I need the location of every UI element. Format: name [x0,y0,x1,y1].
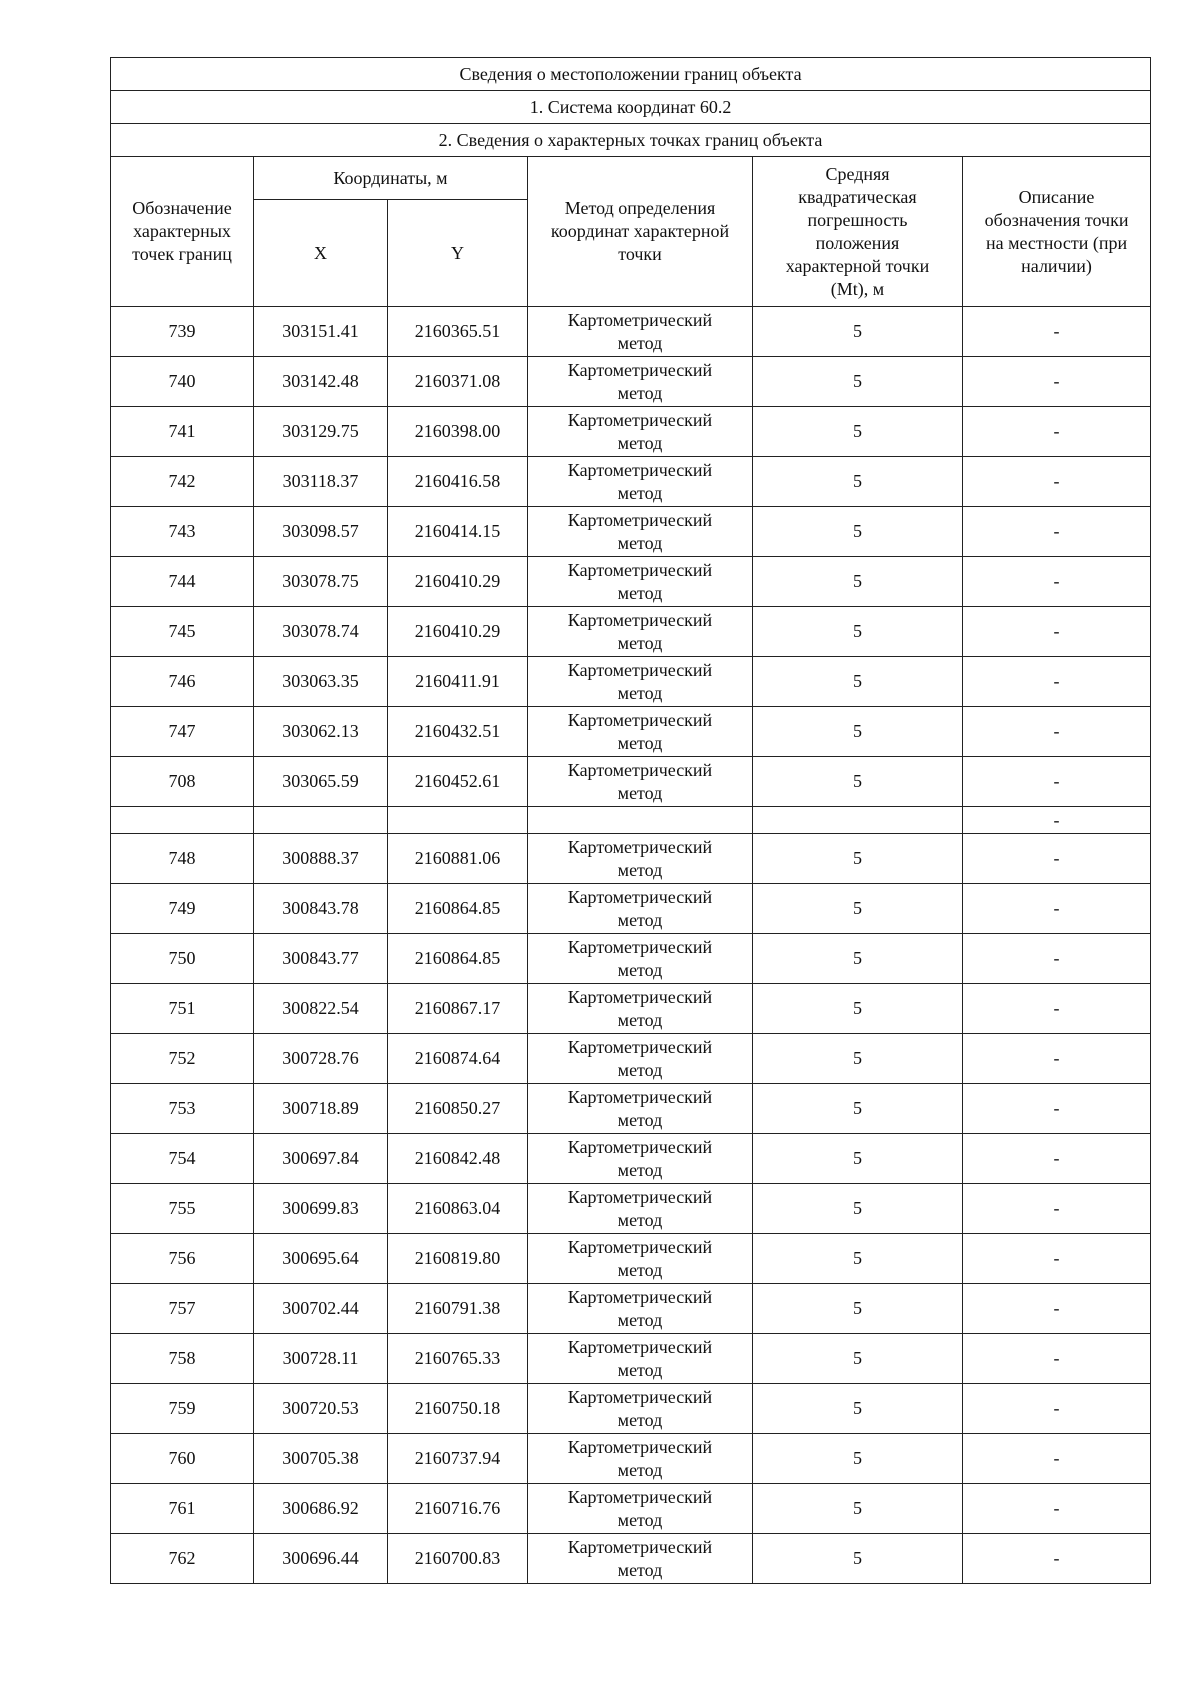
y-cell: 2160410.29 [388,607,528,657]
table-row [111,307,1151,357]
x-cell: 300728.76 [254,1034,388,1084]
coordinate-system-heading: 1. Система координат 60.2 [111,91,1151,124]
error-cell: 5 [753,707,963,757]
y-cell [388,807,528,834]
error-cell: 5 [753,1184,963,1234]
method-cell: Картометрический метод [528,1134,753,1184]
point-cell: 754 [111,1134,254,1184]
table-row [111,1034,1151,1084]
y-cell: 2160432.51 [388,707,528,757]
header-y: Y [388,200,528,307]
method-cell [528,807,753,834]
x-cell: 300695.64 [254,1234,388,1284]
point-cell: 744 [111,557,254,607]
description-cell: - [963,1034,1151,1084]
method-cell: Картометрический метод [528,657,753,707]
boundary-points-table [110,57,1151,1584]
method-cell: Картометрический метод [528,984,753,1034]
error-cell: 5 [753,834,963,884]
description-cell: - [963,707,1151,757]
method-cell: Картометрический метод [528,1084,753,1134]
x-cell: 300705.38 [254,1434,388,1484]
description-cell: - [963,1184,1151,1234]
y-cell: 2160842.48 [388,1134,528,1184]
point-cell: 748 [111,834,254,884]
x-cell: 303142.48 [254,357,388,407]
method-cell: Картометрический метод [528,707,753,757]
description-cell: - [963,1134,1151,1184]
table-row [111,707,1151,757]
description-cell: - [963,757,1151,807]
header-x: X [254,200,388,307]
x-cell: 303078.75 [254,557,388,607]
table-row [111,607,1151,657]
method-cell: Картометрический метод [528,357,753,407]
description-cell: - [963,934,1151,984]
method-cell: Картометрический метод [528,1034,753,1084]
method-cell: Картометрический метод [528,834,753,884]
error-cell: 5 [753,1384,963,1434]
table-row [111,1484,1151,1534]
point-cell: 749 [111,884,254,934]
y-cell: 2160864.85 [388,884,528,934]
y-cell: 2160410.29 [388,557,528,607]
description-cell: - [963,1084,1151,1134]
table-row [111,1534,1151,1584]
x-cell: 300686.92 [254,1484,388,1534]
error-cell: 5 [753,357,963,407]
error-cell: 5 [753,1484,963,1534]
error-cell: 5 [753,607,963,657]
description-cell: - [963,557,1151,607]
method-cell: Картометрический метод [528,757,753,807]
y-cell: 2160874.64 [388,1034,528,1084]
error-cell: 5 [753,1534,963,1584]
separator-row [111,807,1151,834]
point-cell [111,807,254,834]
point-cell: 745 [111,607,254,657]
x-cell [254,807,388,834]
point-cell: 755 [111,1184,254,1234]
method-cell: Картометрический метод [528,1184,753,1234]
point-cell: 758 [111,1334,254,1384]
method-cell: Картометрический метод [528,934,753,984]
point-cell: 750 [111,934,254,984]
point-cell: 751 [111,984,254,1034]
method-cell: Картометрический метод [528,507,753,557]
point-cell: 762 [111,1534,254,1584]
points-section-heading: 2. Сведения о характерных точках границ объекта [111,124,1151,157]
y-cell: 2160716.76 [388,1484,528,1534]
x-cell: 300718.89 [254,1084,388,1134]
x-cell: 300699.83 [254,1184,388,1234]
point-cell: 752 [111,1034,254,1084]
x-cell: 303062.13 [254,707,388,757]
table-row [111,884,1151,934]
x-cell: 300822.54 [254,984,388,1034]
y-cell: 2160398.00 [388,407,528,457]
error-cell: 5 [753,507,963,557]
point-cell: 740 [111,357,254,407]
table-row [111,1234,1151,1284]
header-point-designation: Обозначение характерных точек границ [111,157,254,307]
method-cell: Картометрический метод [528,1434,753,1484]
y-cell: 2160850.27 [388,1084,528,1134]
method-cell: Картометрический метод [528,1534,753,1584]
x-cell: 300720.53 [254,1384,388,1434]
y-cell: 2160416.58 [388,457,528,507]
description-cell: - [963,1534,1151,1584]
y-cell: 2160452.61 [388,757,528,807]
description-cell: - [963,1434,1151,1484]
point-cell: 747 [111,707,254,757]
method-cell: Картометрический метод [528,1384,753,1434]
x-cell: 303078.74 [254,607,388,657]
error-cell: 5 [753,1284,963,1334]
y-cell: 2160863.04 [388,1184,528,1234]
point-cell: 739 [111,307,254,357]
point-cell: 756 [111,1234,254,1284]
error-cell: 5 [753,657,963,707]
x-cell: 303065.59 [254,757,388,807]
table-row [111,1184,1151,1234]
error-cell: 5 [753,1434,963,1484]
y-cell: 2160411.91 [388,657,528,707]
table-row [111,1284,1151,1334]
description-cell: - [963,834,1151,884]
error-cell: 5 [753,1334,963,1384]
table-row [111,557,1151,607]
x-cell: 303118.37 [254,457,388,507]
description-cell: - [963,407,1151,457]
method-cell: Картометрический метод [528,407,753,457]
error-cell: 5 [753,407,963,457]
y-cell: 2160864.85 [388,934,528,984]
y-cell: 2160791.38 [388,1284,528,1334]
point-cell: 761 [111,1484,254,1534]
table-row [111,757,1151,807]
table-row [111,657,1151,707]
table-row [111,1134,1151,1184]
error-cell: 5 [753,1234,963,1284]
description-cell: - [963,1384,1151,1434]
description-cell: - [963,1234,1151,1284]
error-cell: 5 [753,1134,963,1184]
method-cell: Картометрический метод [528,607,753,657]
table-row [111,1384,1151,1434]
error-cell: 5 [753,457,963,507]
point-cell: 759 [111,1384,254,1434]
point-cell: 743 [111,507,254,557]
x-cell: 300696.44 [254,1534,388,1584]
table-row [111,1084,1151,1134]
method-cell: Картометрический метод [528,1234,753,1284]
y-cell: 2160765.33 [388,1334,528,1384]
y-cell: 2160371.08 [388,357,528,407]
x-cell: 303129.75 [254,407,388,457]
method-cell: Картометрический метод [528,1284,753,1334]
method-cell: Картометрический метод [528,1484,753,1534]
table-row [111,834,1151,884]
description-cell: - [963,507,1151,557]
y-cell: 2160881.06 [388,834,528,884]
description-cell: - [963,357,1151,407]
error-cell: 5 [753,1034,963,1084]
description-cell: - [963,457,1151,507]
description-cell: - [963,984,1151,1034]
point-cell: 757 [111,1284,254,1334]
description-cell: - [963,307,1151,357]
x-cell: 303063.35 [254,657,388,707]
description-cell: - [963,807,1151,834]
y-cell: 2160365.51 [388,307,528,357]
error-cell: 5 [753,307,963,357]
error-cell: 5 [753,557,963,607]
error-cell: 5 [753,884,963,934]
y-cell: 2160700.83 [388,1534,528,1584]
point-cell: 741 [111,407,254,457]
method-cell: Картометрический метод [528,457,753,507]
table-row [111,1334,1151,1384]
x-cell: 300843.78 [254,884,388,934]
header-description: Описание обозначения точки на местности (при наличии) [963,157,1151,307]
x-cell: 303151.41 [254,307,388,357]
x-cell: 303098.57 [254,507,388,557]
header-method: Метод определения координат характерной точки [528,157,753,307]
point-cell: 746 [111,657,254,707]
table-row [111,457,1151,507]
description-cell: - [963,1284,1151,1334]
x-cell: 300728.11 [254,1334,388,1384]
method-cell: Картометрический метод [528,1334,753,1384]
y-cell: 2160867.17 [388,984,528,1034]
error-cell: 5 [753,934,963,984]
header-mean-error: Средняя квадратическая погрешность положения характерной точки (Mt), м [753,157,963,307]
point-cell: 742 [111,457,254,507]
table-row [111,934,1151,984]
method-cell: Картометрический метод [528,884,753,934]
table-row [111,1434,1151,1484]
description-cell: - [963,884,1151,934]
description-cell: - [963,1484,1151,1534]
error-cell: 5 [753,1084,963,1134]
error-cell [753,807,963,834]
x-cell: 300697.84 [254,1134,388,1184]
x-cell: 300888.37 [254,834,388,884]
error-cell: 5 [753,757,963,807]
table-title: Сведения о местоположении границ объекта [111,58,1151,91]
method-cell: Картометрический метод [528,307,753,357]
table-row [111,507,1151,557]
error-cell: 5 [753,984,963,1034]
table-row [111,984,1151,1034]
description-cell: - [963,657,1151,707]
point-cell: 753 [111,1084,254,1134]
y-cell: 2160819.80 [388,1234,528,1284]
table-row [111,357,1151,407]
x-cell: 300702.44 [254,1284,388,1334]
description-cell: - [963,607,1151,657]
point-cell: 708 [111,757,254,807]
y-cell: 2160414.15 [388,507,528,557]
header-coordinates: Координаты, м [254,157,528,200]
y-cell: 2160737.94 [388,1434,528,1484]
y-cell: 2160750.18 [388,1384,528,1434]
point-cell: 760 [111,1434,254,1484]
description-cell: - [963,1334,1151,1384]
method-cell: Картометрический метод [528,557,753,607]
x-cell: 300843.77 [254,934,388,984]
table-row [111,407,1151,457]
